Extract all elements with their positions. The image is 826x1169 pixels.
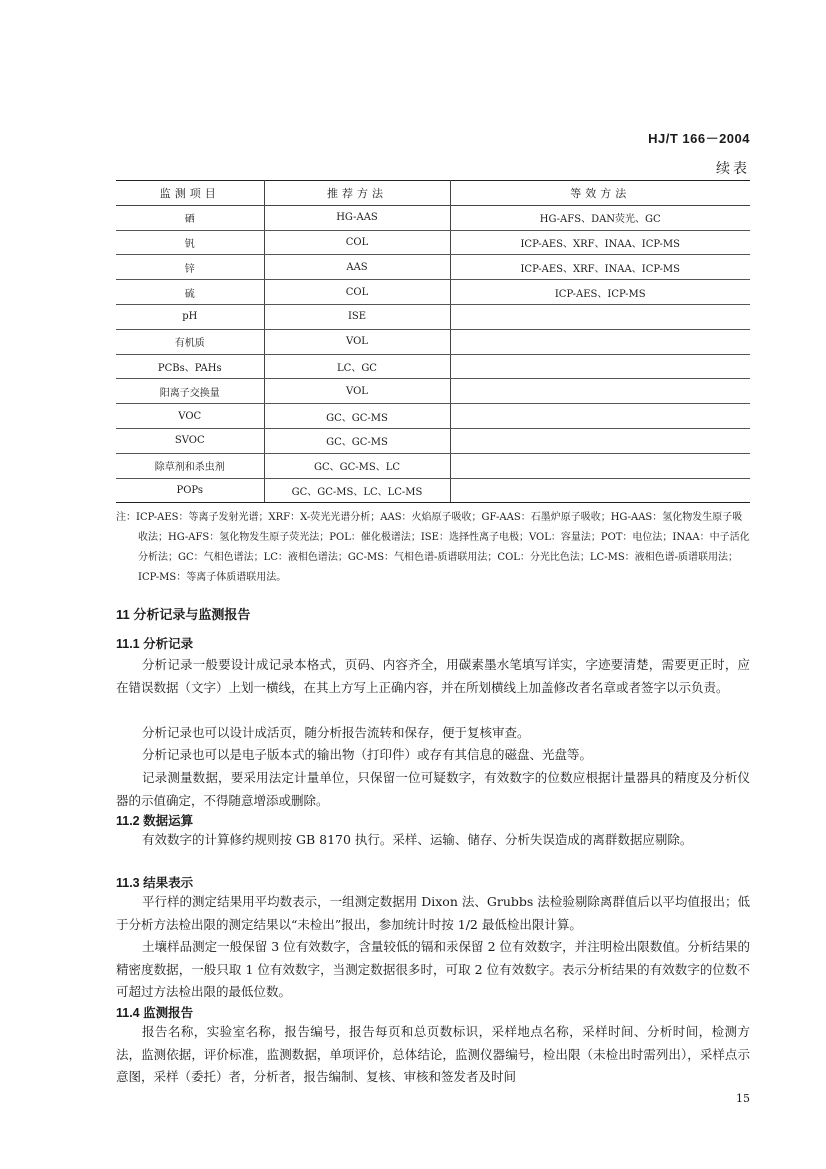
paragraph: 分析记录也可以是电子版本式的输出物（打印件）或存有其信息的磁盘、光盘等。 [142,747,593,762]
equivalent-method-cell [450,428,750,453]
table-row [116,255,750,280]
table-row [116,230,750,255]
standard-code: HJ/T 166－2004 [648,131,750,146]
equivalent-method-cell: ICP-AES、XRF、INAA、ICP-MS [450,255,750,280]
item-cell: SVOC [116,428,264,453]
equivalent-method-cell [450,304,750,329]
table-note: 注：ICP-AES：等离子发射光谱；XRF：X-荧光光谱分析；AAS：火焰原子吸收；GF-AAS：石墨炉原子吸收；HG-AAS：氢化物发生原子吸收法；HG-AFS：氢化物发生原子荧光法；POL：催化极谱法；ISE：选择性离子电极；VOL：容量法；POT：电位法；INAA：中子活化分析法；GC：气相色谱法；LC：液相色谱法；GC-MS：气相色谱-质谱联用法；COL：分光比色法；LC-MS：液相色谱-质谱联用法；ICP-MS：等离子体质谱联用法。 [116,512,750,583]
table-row [116,280,750,305]
recommended-method-cell: LC、GC [264,354,450,379]
section-11-3-heading: 11.3 结果表示 [116,876,194,890]
recommended-method-cell: GC、GC-MS、LC、LC-MS [264,478,450,503]
table-header-row [116,181,750,206]
table-row [116,453,750,478]
paragraph: 平行样的测定结果用平均数表示，一组测定数据用 Dixon 法、Grubbs 法检验剔除离群值后以平均值报出；低于分析方法检出限的测定结果以“未检出”报出，参加统计时按 1/2 最低检出限计算。 [116,894,750,932]
recommended-method-cell: GC、GC-MS [264,428,450,453]
paragraph: 记录测量数据，要采用法定计量单位，只保留一位可疑数字，有效数字的位数应根据计量器具的精度及分析仪器的示值确定，不得随意增添或删除。 [116,770,750,808]
item-cell: pH [116,304,264,329]
equivalent-method-cell: ICP-AES、ICP-MS [450,280,750,305]
equivalent-method-cell: HG-AFS、DAN荧光、GC [450,205,750,230]
header-recommended: 推荐方法 [264,181,450,206]
recommended-method-cell: COL [264,280,450,305]
recommended-method-cell: HG-AAS [264,205,450,230]
item-cell: 硒 [116,205,264,230]
section-11-4-heading: 11.4 监测报告 [116,1006,194,1020]
equivalent-method-cell [450,379,750,404]
table-row [116,304,750,329]
item-cell: VOC [116,404,264,429]
item-cell: 硫 [116,280,264,305]
table-row [116,404,750,429]
recommended-method-cell: VOL [264,329,450,354]
header-equivalent: 等效方法 [450,181,750,206]
item-cell: 有机质 [116,329,264,354]
equivalent-method-cell [450,404,750,429]
section-11-heading: 11 分析记录与监测报告 [116,607,251,622]
paragraph: 报告名称，实验室名称，报告编号，报告每页和总页数标识，采样地点名称，采样时间、分析时间，检测方法，监测依据，评价标准，监测数据，单项评价，总体结论，监测仪器编号，检出限（未检出时需列出），采样点示意图，采样（委托）者，分析者，报告编制、复核、审核和签发者及时间 [116,1024,750,1084]
equivalent-method-cell [450,354,750,379]
item-cell: 阳离子交换量 [116,379,264,404]
recommended-method-cell: AAS [264,255,450,280]
section-11-2-heading: 11.2 数据运算 [116,814,194,828]
continued-label: 续表 [716,161,750,177]
recommended-method-cell: VOL [264,379,450,404]
table-row [116,428,750,453]
item-cell: 除草剂和杀虫剂 [116,453,264,478]
item-cell: 锌 [116,255,264,280]
item-cell: PCBs、PAHs [116,354,264,379]
table-row [116,205,750,230]
equivalent-method-cell [450,478,750,503]
paragraph: 有效数字的计算修约规则按 GB 8170 执行。采样、运输、储存、分析失误造成的离群数据应剔除。 [142,832,693,847]
recommended-method-cell: ISE [264,304,450,329]
item-cell: 钒 [116,230,264,255]
recommended-method-cell: GC、GC-MS、LC [264,453,450,478]
table-row [116,329,750,354]
paragraph: 分析记录一般要设计成记录本格式，页码、内容齐全，用碳素墨水笔填写详实，字迹要清楚，需要更正时，应在错误数据（文字）上划一横线，在其上方写上正确内容，并在所划横线上加盖修改者名章或者签字以示负责。 [116,657,750,695]
equivalent-method-cell: ICP-AES、XRF、INAA、ICP-MS [450,230,750,255]
page-number: 15 [736,1092,750,1105]
table-row [116,478,750,503]
equivalent-method-cell [450,329,750,354]
methods-table [116,180,750,503]
paragraph: 分析记录也可以设计成活页，随分析报告流转和保存，便于复核审查。 [142,725,530,740]
item-cell: POPs [116,478,264,503]
section-11-1-heading: 11.1 分析记录 [116,637,194,651]
recommended-method-cell: COL [264,230,450,255]
paragraph: 土壤样品测定一般保留 3 位有效数字，含量较低的镉和汞保留 2 位有效数字，并注明检出限数值。分析结果的精密度数据，一般只取 1 位有效数字，当测定数据很多时，可取 2 位有效数字。表示分析结果的有效数字的位数不可超过方法检出限的最低位数。 [116,939,750,999]
table-row [116,379,750,404]
recommended-method-cell: GC、GC-MS [264,404,450,429]
table-row [116,354,750,379]
header-item: 监测项目 [116,181,264,206]
equivalent-method-cell [450,453,750,478]
